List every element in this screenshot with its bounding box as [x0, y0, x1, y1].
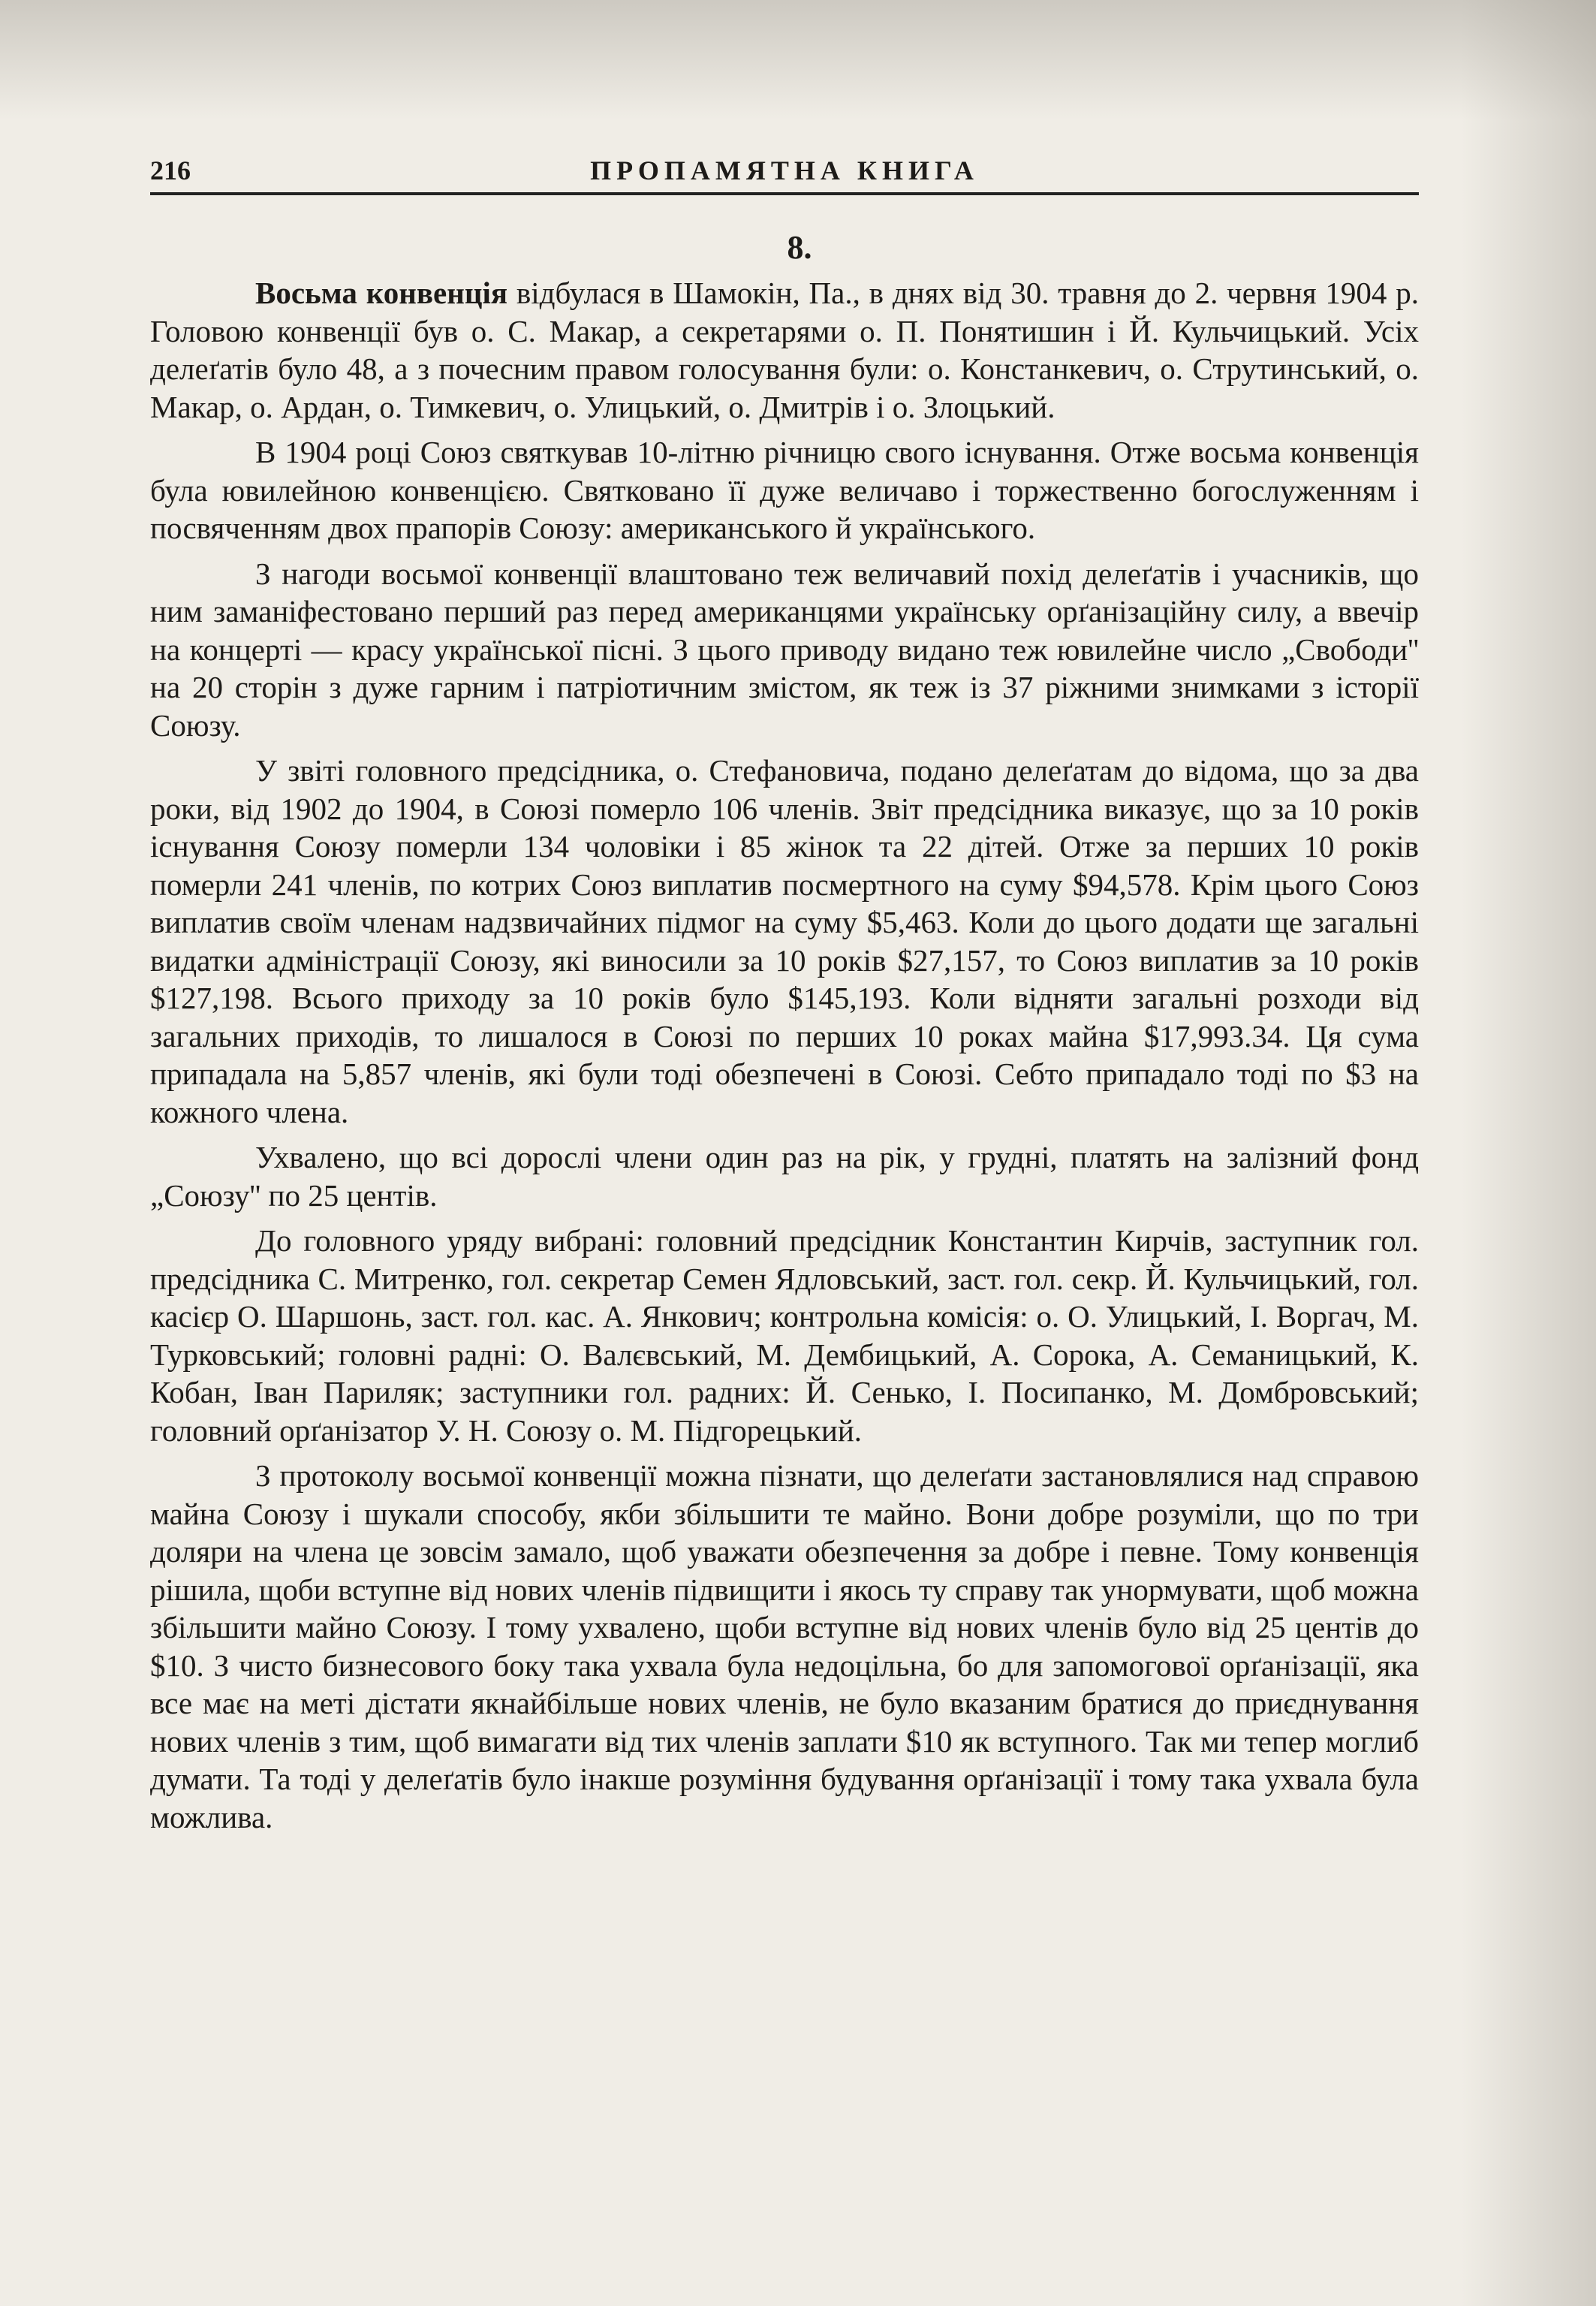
running-head	[150, 150, 1419, 195]
paragraph-text: відбулася в Шамокін, Па., в днях від 30. травня до 2. червня 1904 р. Головою конвенції був о. С. Макар, а секретарями о. П. Понятишин і Й. Кульчицький. Усіх делеґатів було 48, а з почесним правом голосування були: о. Констанкевич, о. Струтинський, о. Макар, о. Ардан, о. Тимкевич, о. Улицький, о. Дмитрів і о. Злоцький.	[150, 276, 1419, 424]
paragraph-2	[150, 433, 1419, 547]
scan-shadow-top	[0, 0, 1596, 120]
paragraph-text: З нагоди восьмої конвенції влаштовано теж величавий похід делеґатів і учасників, що ним заманіфестовано перший раз перед американцями українську орґанізаційну силу, а ввечір на концерті — красу української пісні. З цього приводу видано теж ювилейне число „Свободи'' на 20 сторін з дуже гарним і патріотичним змістом, як теж із 37 ріжними знимками з історії Союзу.	[150, 556, 1419, 743]
paragraph-text: З протоколу восьмої конвенції можна пізнати, що делеґати застановлялися над справою майна Союзу і шукали способу, якби збільшити те майно. Вони добре розуміли, що по три доляри на члена це зовсім замало, щоб уважати обезпечення за добре і певне. Тому конвенція рішила, щоби вступне від нових членів підвищити і якось ту справу так унормувати, щоб можна збільшити майно Союзу. І тому ухвалено, щоби вступне від нових членів було від 25 центів до $10. З чисто бизнесового боку така ухвала була недоцільна, бо для запомогової орґанізації, яка все має на меті дістати якнайбільше нових членів, не було вказаним братися до приєднування нових членів з тим, щоб вимагати від тих членів заплати $10 як вступного. Так ми тепер моглиб думати. Та тоді у делеґатів було інакше розуміння будування орґанізації і тому така ухвала була можлива.	[150, 1458, 1419, 1834]
running-title: ПРОПАМЯТНА КНИГА	[590, 155, 979, 185]
paragraph-4	[150, 752, 1419, 1131]
page-number: 216	[150, 155, 191, 185]
paragraph-text: Ухвалено, що всі дорослі члени один раз на рік, у грудні, платять на залізний фонд „Союзу'' по 25 центів.	[150, 1140, 1419, 1213]
paragraph-5	[150, 1138, 1419, 1214]
book-page	[150, 150, 1419, 1843]
paragraph-text: До головного уряду вибрані: головний предсідник Константин Кирчів, заступник гол. предсідника С. Митренко, гол. секретар Семен Ядловський, заст. гол. секр. Й. Кульчицький, гол. касієр О. Шаршонь, заст. гол. кас. А. Янкович; контрольна комісія: о. О. Улицький, І. Воргач, М. Турковський; головні радні: О. Валєвський, М. Дембицький, А. Сорока, А. Семаницький, К. Кобан, Іван Париляк; заступники гол. радних: Й. Сенько, І. Посипанко, М. Домбровський; головний орґанізатор У. Н. Союзу о. М. Підгорецький.	[150, 1223, 1419, 1448]
paragraph-lead: Восьма конвенція	[255, 276, 508, 310]
paragraph-1	[150, 274, 1419, 426]
paragraph-text: У звіті головного предсідника, о. Стефановича, подано делеґатам до відома, що за два роки, від 1902 до 1904, в Союзі померло 106 членів. Звіт предсідника виказує, що за 10 років існування Союзу померли 134 чоловіки і 85 жінок та 22 дітей. Отже за перших 10 років померли 241 членів, по котрих Союз виплатив посмертного на суму $94,578. Крім цього Союз виплатив своїм членам надзвичайних підмог на суму $5,463. Коли до цього додати ще загальні видатки адміністрації Союзу, які виносили за 10 років $27,157, то Союз виплатив за 10 років $127,198. Всього приходу за 10 років було $145,193. Коли відняти загальні розходи від загальних приходів, то лишалося в Союзі по перших 10 роках майна $17,993.34. Ця сума припадала на 5,857 членів, які були тоді обезпечені в Союзі. Себто припадало тоді по $3 на кожного члена.	[150, 753, 1419, 1129]
paragraph-text: В 1904 році Союз святкував 10-літню річницю свого існування. Отже восьма конвенція була ювилейною конвенцією. Святковано її дуже величаво і торжественно богослуженням і посвяченням двох прапорів Союзу: американського й українського.	[150, 435, 1419, 545]
paragraph-3	[150, 555, 1419, 745]
body-text	[150, 274, 1419, 1836]
section-number: 8.	[787, 229, 812, 266]
paragraph-7	[150, 1457, 1419, 1836]
paragraph-6	[150, 1222, 1419, 1449]
scan-shadow-right	[1461, 0, 1596, 2306]
